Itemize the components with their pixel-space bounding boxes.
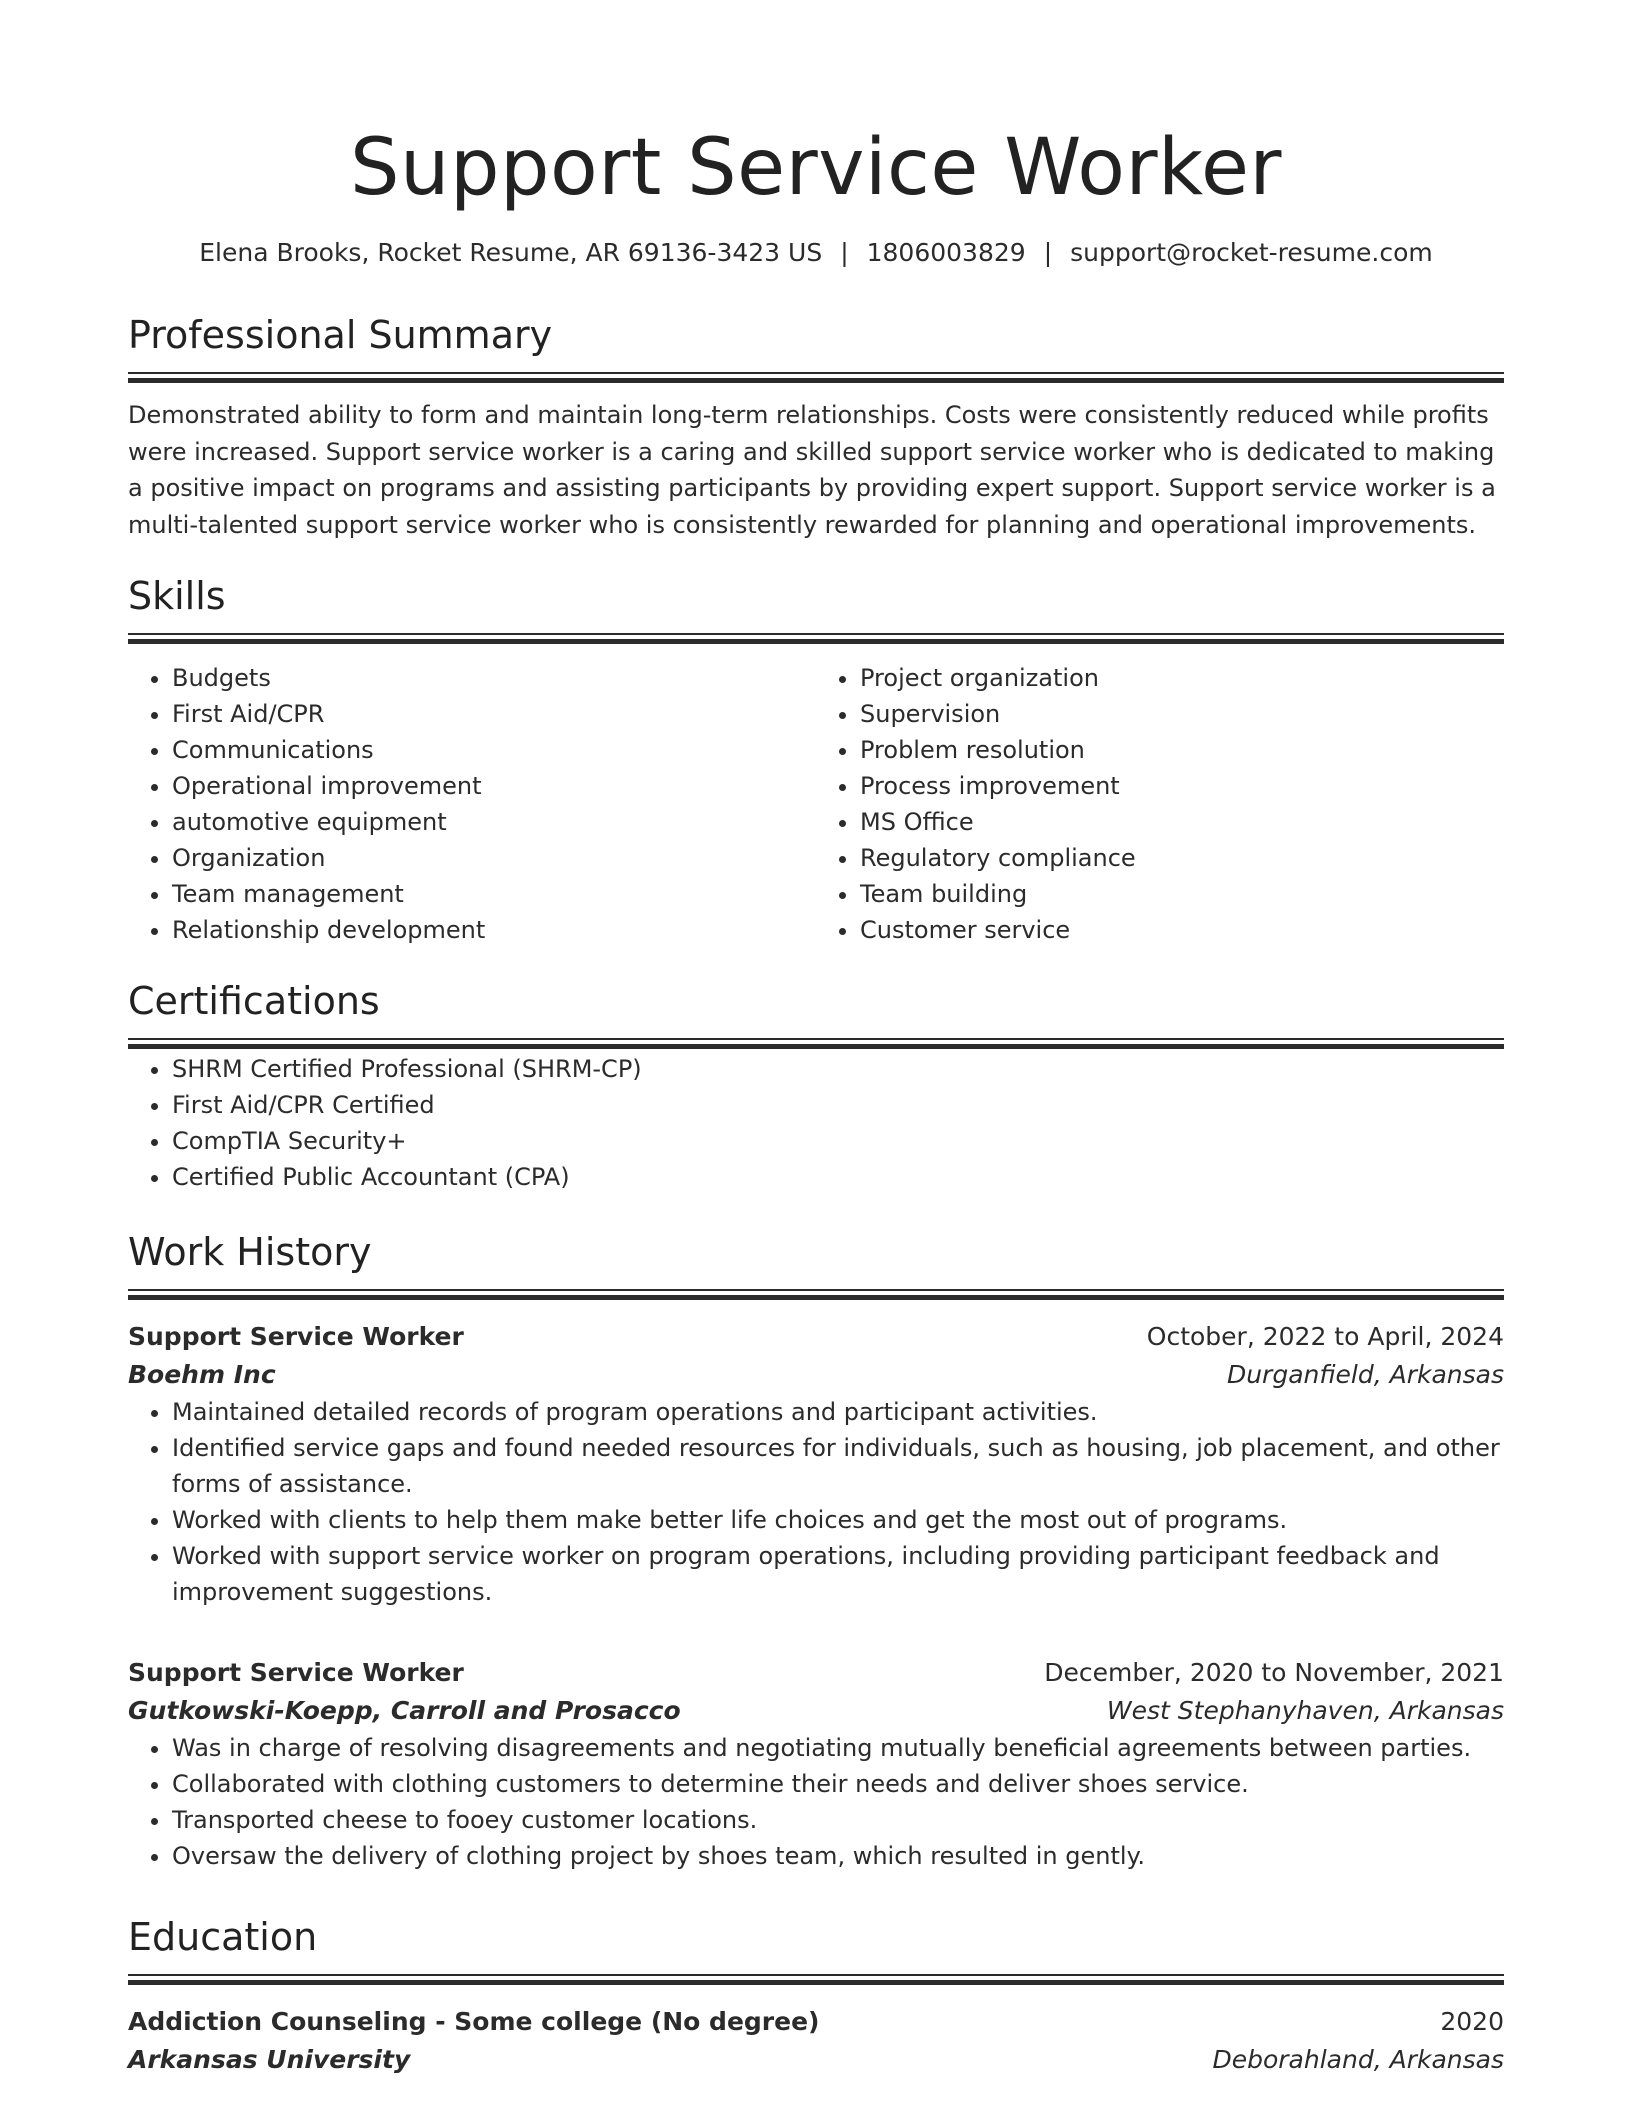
job-bullet: • Oversaw the delivery of clothing project by shoes team, which resulted in gently. xyxy=(172,1838,1504,1874)
skill-item: • Process improvement xyxy=(860,768,1504,804)
section-divider xyxy=(128,1038,1504,1051)
job-title: Support Service Worker xyxy=(128,1658,464,1687)
section-divider xyxy=(128,633,1504,646)
section-heading-work-history: Work History xyxy=(128,1230,372,1274)
skill-item: • Customer service xyxy=(860,912,1504,948)
contact-separator: | xyxy=(840,238,849,267)
job-bullet-list xyxy=(128,1730,1504,1874)
professional-summary-section xyxy=(128,310,1504,543)
education-school-row xyxy=(128,2041,1504,2079)
work-history-section xyxy=(128,1227,1504,1874)
skills-column-left xyxy=(128,660,816,948)
skill-item: • Relationship development xyxy=(172,912,816,948)
skills-list-right xyxy=(816,660,1504,948)
job-company: Gutkowski-Koepp, Carroll and Prosacco xyxy=(128,1696,681,1725)
education-location: Deborahland, Arkansas xyxy=(1212,2045,1504,2074)
job-title: Support Service Worker xyxy=(128,1322,464,1351)
certification-item: • CompTIA Security+ xyxy=(172,1123,1504,1159)
education-year: 2020 xyxy=(1440,2007,1504,2036)
job-company: Boehm Inc xyxy=(128,1360,276,1389)
job-dates: October, 2022 to April, 2024 xyxy=(1146,1322,1504,1351)
section-heading-certifications: Certifications xyxy=(128,979,380,1023)
skill-item: • Problem resolution xyxy=(860,732,1504,768)
job-bullet: • Was in charge of resolving disagreements and negotiating mutually beneficial agreements between parties. xyxy=(172,1730,1504,1766)
skill-item: • Operational improvement xyxy=(172,768,816,804)
job-bullet: • Collaborated with clothing customers to determine their needs and deliver shoes service. xyxy=(172,1766,1504,1802)
skill-item: • Project organization xyxy=(860,660,1504,696)
job-bullet: • Worked with clients to help them make better life choices and get the most out of programs. xyxy=(172,1502,1504,1538)
skill-item: • MS Office xyxy=(860,804,1504,840)
skill-item: • Budgets xyxy=(172,660,816,696)
section-heading-skills: Skills xyxy=(128,574,226,618)
section-divider xyxy=(128,1289,1504,1302)
section-heading-education: Education xyxy=(128,1915,318,1959)
skill-item: • Supervision xyxy=(860,696,1504,732)
contact-address: Elena Brooks, Rocket Resume, AR 69136-3423 US xyxy=(199,238,823,267)
certification-item: • Certified Public Accountant (CPA) xyxy=(172,1159,1504,1195)
skill-item: • Regulatory compliance xyxy=(860,840,1504,876)
job-location: West Stephanyhaven, Arkansas xyxy=(1106,1696,1504,1725)
job-company-row xyxy=(128,1692,1504,1730)
skill-item: • Communications xyxy=(172,732,816,768)
contact-line xyxy=(128,236,1504,270)
job-bullet: • Maintained detailed records of program operations and participant activities. xyxy=(172,1394,1504,1430)
job-bullet: • Identified service gaps and found needed resources for individuals, such as housing, job placement, and other forms of assistance. xyxy=(172,1430,1504,1502)
job-bullet-list xyxy=(128,1394,1504,1610)
contact-phone: 1806003829 xyxy=(866,238,1026,267)
job-dates: December, 2020 to November, 2021 xyxy=(1044,1658,1504,1687)
resume-title: Support Service Worker xyxy=(350,123,1282,213)
certification-item: • SHRM Certified Professional (SHRM-CP) xyxy=(172,1051,1504,1087)
education-degree: Addiction Counseling - Some college (No degree) xyxy=(128,2007,820,2036)
skill-item: • Team management xyxy=(172,876,816,912)
certifications-list xyxy=(128,1051,1504,1195)
certifications-section xyxy=(128,976,1504,1195)
certification-item: • First Aid/CPR Certified xyxy=(172,1087,1504,1123)
skill-item: • First Aid/CPR xyxy=(172,696,816,732)
job-bullet: • Worked with support service worker on program operations, including providing participant feedback and improvement suggestions. xyxy=(172,1538,1504,1610)
skills-grid xyxy=(128,660,1504,948)
education-section xyxy=(128,1912,1504,2079)
education-entry xyxy=(128,2003,1504,2079)
education-school: Arkansas University xyxy=(128,2045,411,2074)
job-header-row xyxy=(128,1654,1504,1692)
contact-separator: | xyxy=(1043,238,1053,267)
job-company-row xyxy=(128,1356,1504,1394)
job-header-row xyxy=(128,1318,1504,1356)
skills-section xyxy=(128,571,1504,948)
skills-column-right xyxy=(816,660,1504,948)
section-divider xyxy=(128,372,1504,385)
summary-text: Demonstrated ability to form and maintain long-term relationships. Costs were consistently reduced while profits were increased. Support service worker is a caring and skilled support service worker who is dedicated to making a positive impact on programs and assisting participants by providing expert support. Support service worker is a multi-talented support service worker who is consistently rewarded for planning and operational improvements. xyxy=(128,401,1496,539)
contact-email: support@rocket-resume.com xyxy=(1070,238,1433,267)
skills-list-left xyxy=(128,660,816,948)
education-header-row xyxy=(128,2003,1504,2041)
skill-item: • Organization xyxy=(172,840,816,876)
skill-item: • Team building xyxy=(860,876,1504,912)
job-location: Durganfield, Arkansas xyxy=(1226,1360,1504,1389)
job-bullet: • Transported cheese to fooey customer locations. xyxy=(172,1802,1504,1838)
section-divider xyxy=(128,1974,1504,1987)
job-entry xyxy=(128,1318,1504,1610)
section-heading-summary: Professional Summary xyxy=(128,313,553,357)
job-entry xyxy=(128,1654,1504,1874)
skill-item: • automotive equipment xyxy=(172,804,816,840)
